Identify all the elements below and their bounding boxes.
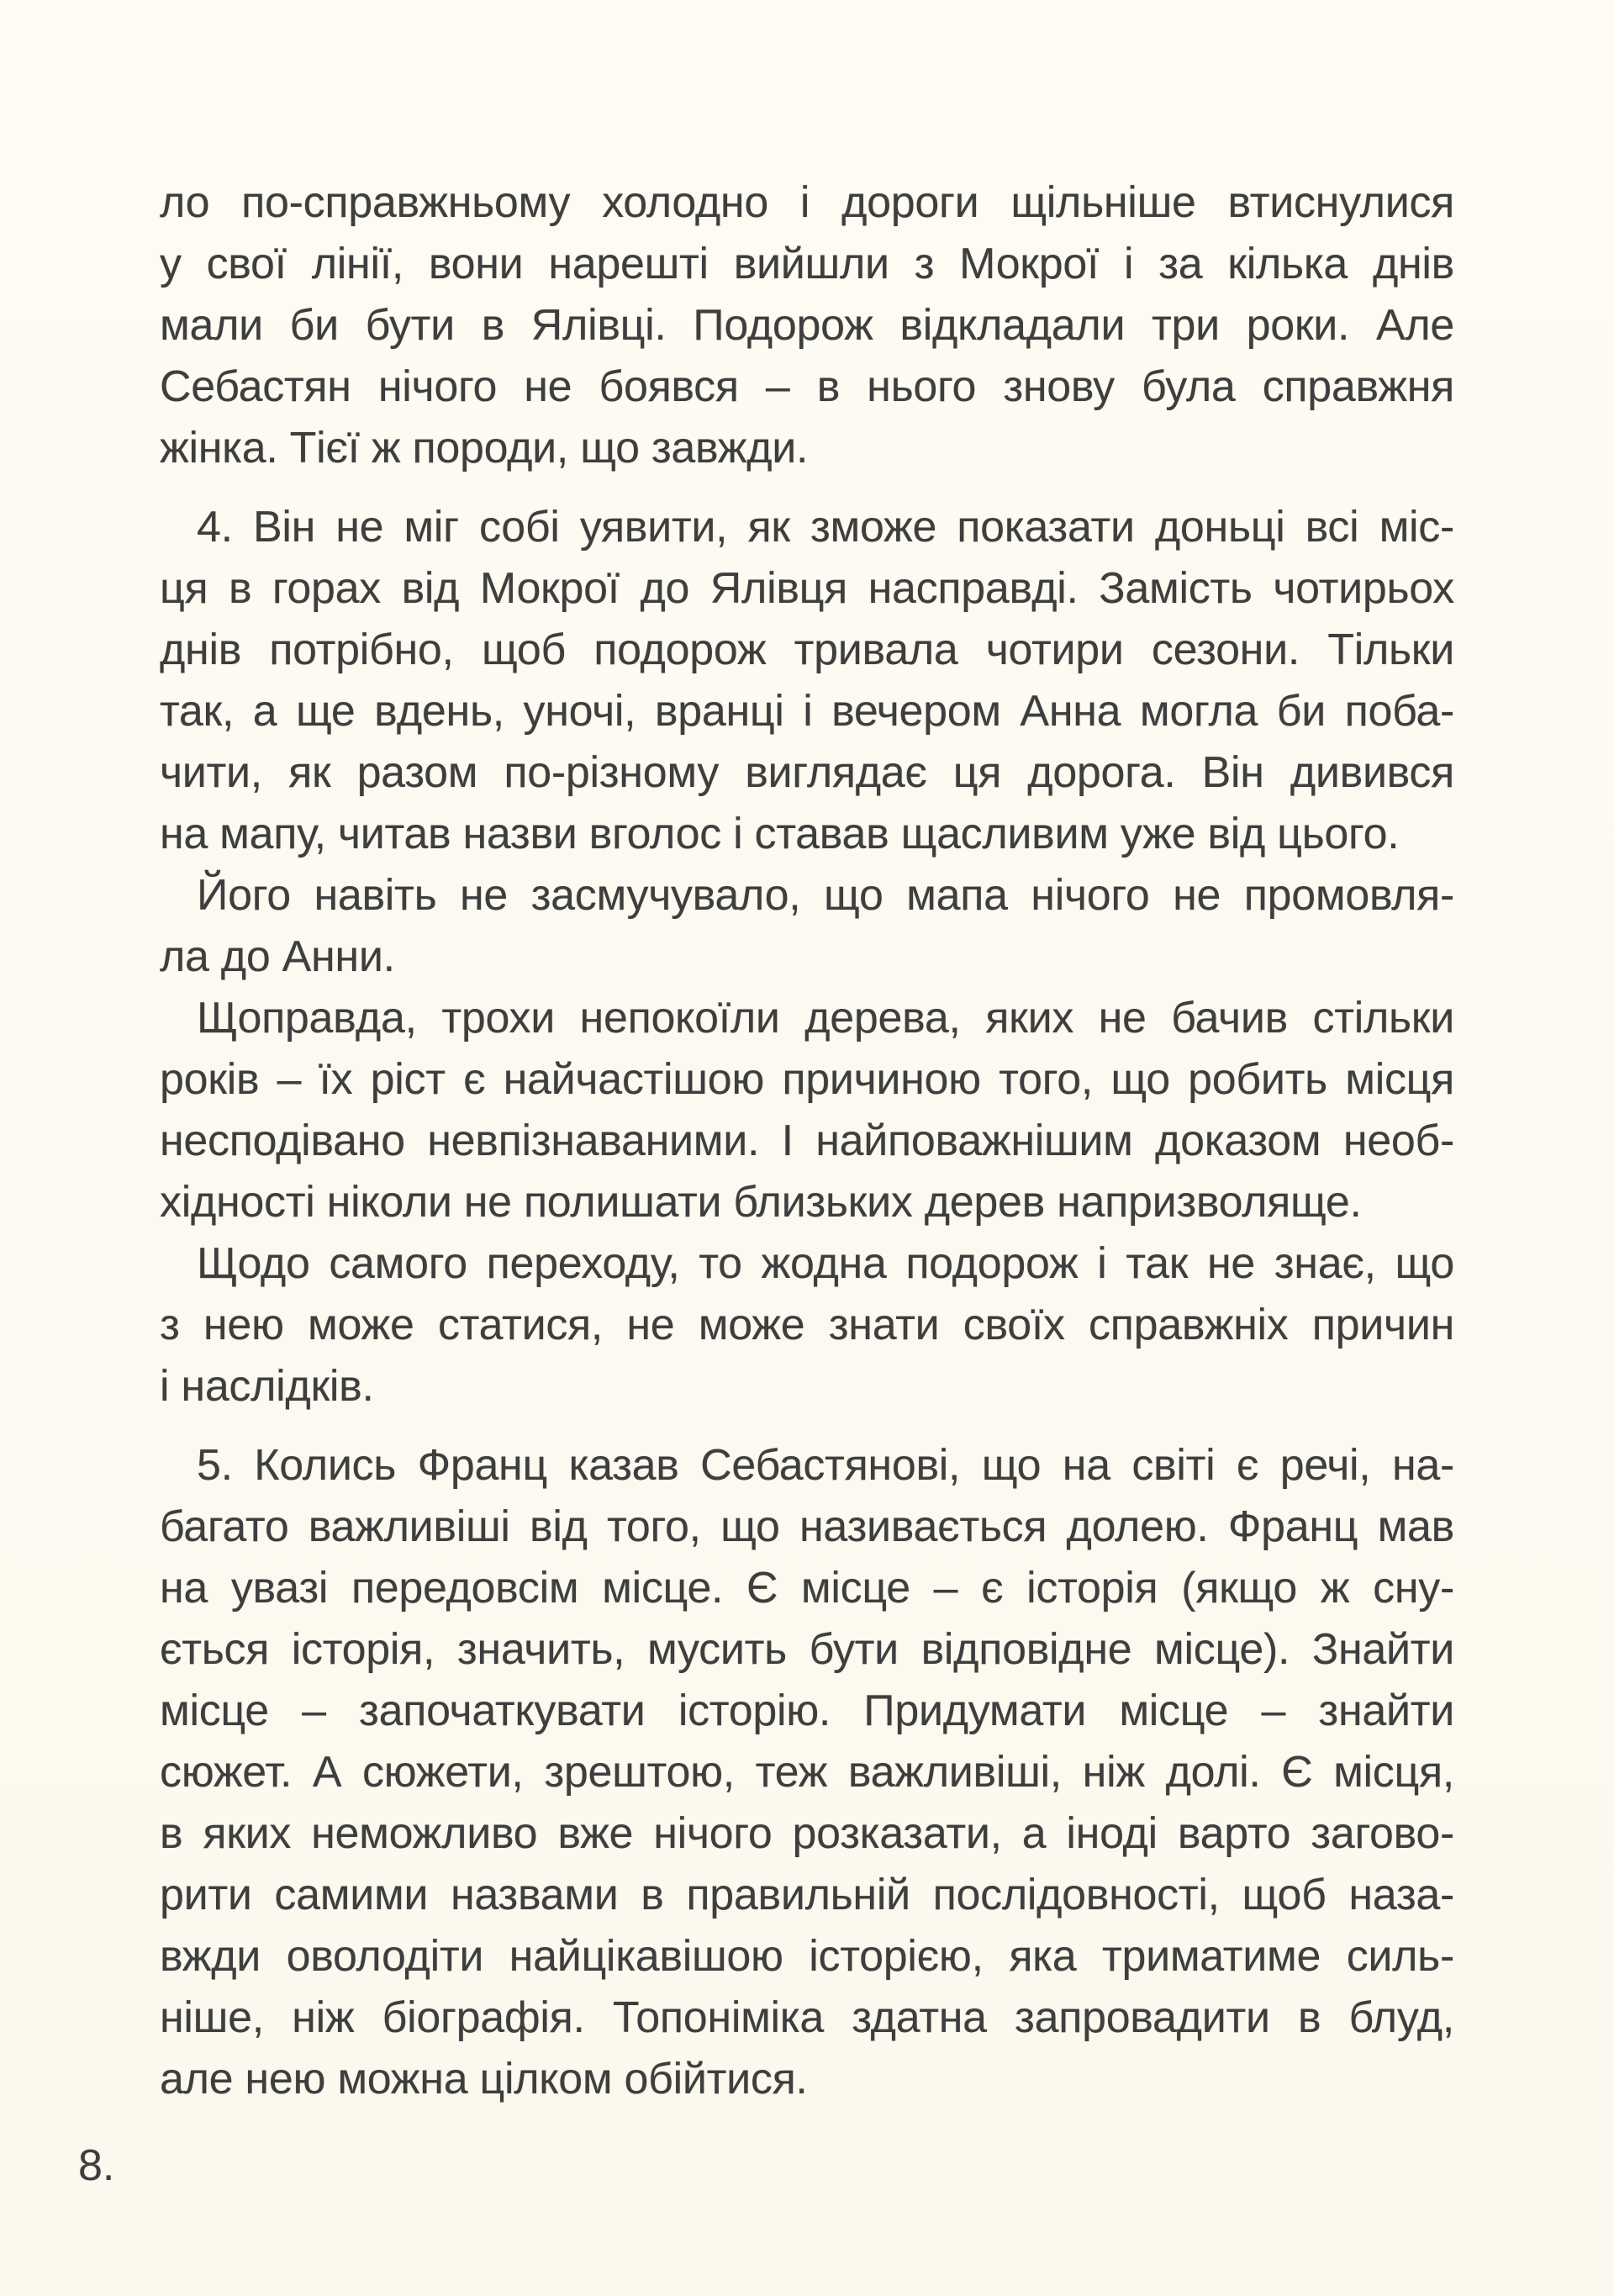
text-line: Щоправда, трохи непокоїли дерева, яких не бачив стільки [197,994,1454,1042]
text-line: рити самими назвами в правильній послідовності, щоб наза- [160,1871,1454,1919]
paragraph-2 [160,497,1454,865]
text-line: у свої лінії, вони нарешті вийшли з Мокрої і за кілька днів [160,240,1454,288]
text-line: ється історія, значить, мусить бути відповідне місце). Знайти [160,1625,1454,1674]
paragraph-3 [160,865,1454,988]
text-line: 5. Колись Франц казав Себастянові, що на світі є речі, на- [197,1441,1454,1490]
text-line: Щодо самого переходу, то жодна подорож і так не знає, що [197,1239,1454,1288]
text-line: 4. Він не міг собі уявити, як зможе показати доньці всі міс- [197,503,1454,552]
text-line: але нею можна цілком обійтися. [160,2055,808,2103]
text-line: з нею може статися, не може знати своїх справжніх причин [160,1301,1454,1349]
paragraph-6 [160,1435,1454,2110]
text-line: ло по-справжньому холодно і дороги щільніше втиснулися [160,178,1454,227]
text-line: і наслідків. [160,1362,374,1411]
text-line: сюжет. А сюжети, зрештою, теж важливіші, ніж долі. Є місця, [160,1748,1454,1797]
text-line: несподівано невпізнаваними. І найповажнішим доказом необ- [160,1116,1454,1165]
text-line: чити, як разом по-різному виглядає ця дорога. Він дивився [160,748,1454,797]
page-number: 8. [78,2141,115,2190]
text-line: хідності ніколи не полишати близьких дерев напризволяще. [160,1178,1362,1227]
text-line: ніше, ніж біографія. Топоніміка здатна запровадити в блуд, [160,1993,1454,2042]
text-line: на увазі передовсім місце. Є місце – є історія (якщо ж сну- [160,1564,1454,1612]
text-line: на мапу, читав назви вголос і ставав щасливим уже від цього. [160,810,1400,858]
text-line: місце – започаткувати історію. Придумати місце – знайти [160,1686,1454,1735]
paragraph-1 [160,172,1454,479]
text-line: ла до Анни. [160,932,395,981]
text-line: Його навіть не засмучувало, що мапа нічого не промовля- [197,871,1454,920]
text-line: Себастян нічого не боявся – в нього знову була справжня [160,362,1454,411]
page-text [160,172,1454,2110]
text-line: так, а ще вдень, уночі, вранці і вечером Анна могла би поба- [160,687,1454,736]
text-line: мали би бути в Ялівці. Подорож відкладали три роки. Але [160,301,1454,350]
text-line: багато важливіші від того, що називається долею. Франц мав [160,1502,1454,1551]
text-line: ця в горах від Мокрої до Ялівця насправді. Замість чотирьох [160,564,1454,613]
text-line: років – їх ріст є найчастішою причиною того, що робить місця [160,1055,1454,1104]
paragraph-5 [160,1233,1454,1417]
text-line: вжди оволодіти найцікавішою історією, яка триматиме силь- [160,1932,1454,1981]
text-line: в яких неможливо вже нічого розказати, а іноді варто загово- [160,1809,1454,1858]
text-line: днів потрібно, щоб подорож тривала чотири сезони. Тільки [160,625,1454,674]
paragraph-4 [160,988,1454,1233]
text-line: жінка. Тієї ж породи, що завжди. [160,424,809,472]
